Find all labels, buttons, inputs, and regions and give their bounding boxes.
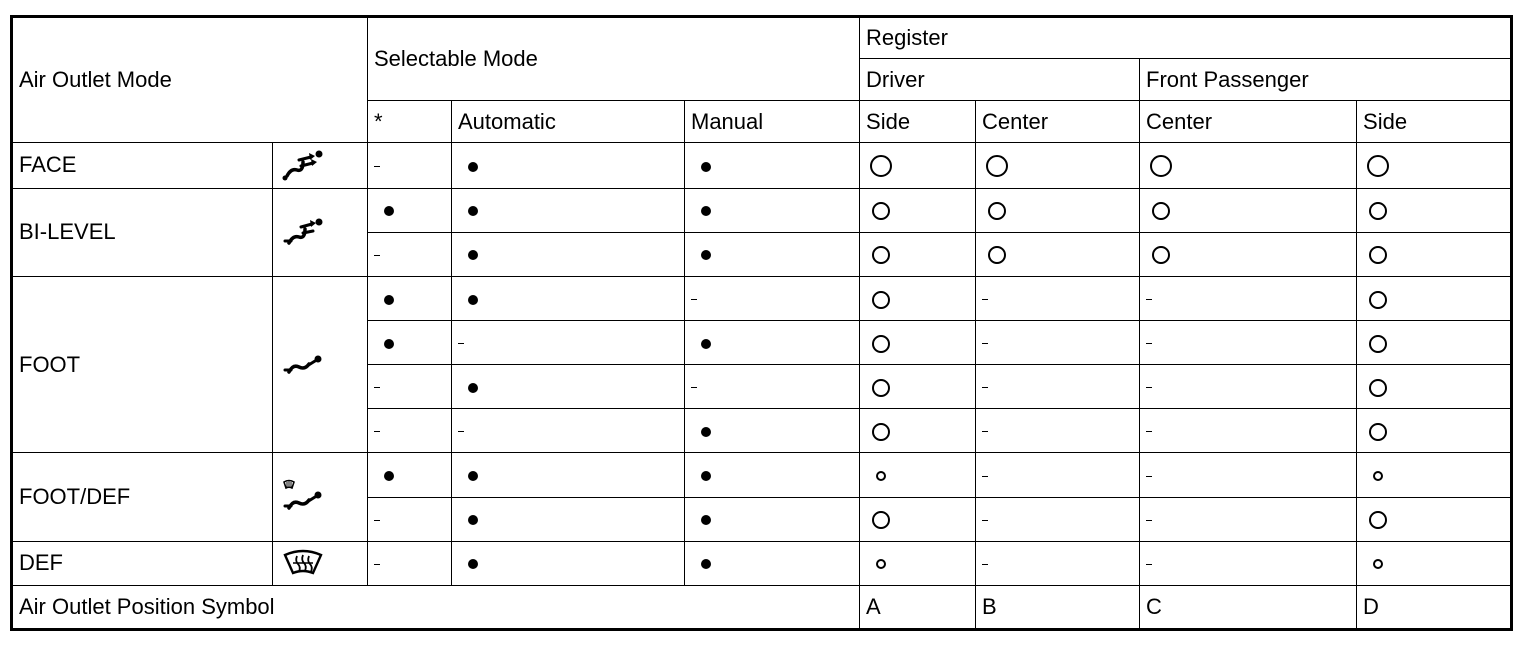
- cell-c: [1140, 541, 1357, 585]
- cell-b: [976, 232, 1140, 276]
- cell-b: [976, 276, 1140, 320]
- cell-b: [976, 541, 1140, 585]
- cell-b: [976, 365, 1140, 409]
- cell-c: [1140, 320, 1357, 364]
- selectable-dot-icon: [701, 559, 711, 569]
- not-available-dash: [1146, 343, 1152, 344]
- table-row: [12, 453, 1512, 497]
- table-row: [12, 188, 1512, 232]
- header-driver-side: Side: [860, 101, 976, 143]
- airflow-circle-icon: [1369, 291, 1387, 309]
- cell-manual: [685, 453, 860, 497]
- not-available-dash: [374, 166, 380, 167]
- position-symbol-label: Air Outlet Position Symbol: [12, 585, 860, 629]
- header-selectable-mode: Selectable Mode: [368, 17, 860, 101]
- cell-star: [368, 143, 452, 188]
- defrost-icon: [273, 541, 368, 585]
- table-row: [12, 276, 1512, 320]
- cell-star: [368, 409, 452, 453]
- cell-manual: [685, 320, 860, 364]
- cell-d: [1357, 541, 1512, 585]
- airflow-circle-icon: [1369, 202, 1387, 220]
- not-available-dash: [374, 431, 380, 432]
- selectable-dot-icon: [468, 206, 478, 216]
- not-available-dash: [982, 299, 988, 300]
- selectable-dot-icon: [701, 206, 711, 216]
- cell-b: [976, 409, 1140, 453]
- cell-manual: [685, 365, 860, 409]
- cell-d: [1357, 409, 1512, 453]
- header-driver: Driver: [860, 59, 1140, 101]
- cell-b: [976, 320, 1140, 364]
- selectable-dot-icon: [701, 339, 711, 349]
- selectable-dot-icon: [701, 471, 711, 481]
- cell-star: [368, 453, 452, 497]
- cell-star: [368, 365, 452, 409]
- large-airflow-circle-icon: [870, 155, 892, 177]
- foot-vent-icon: [273, 276, 368, 453]
- cell-automatic: [452, 232, 685, 276]
- airflow-circle-icon: [1369, 246, 1387, 264]
- cell-manual: [685, 143, 860, 188]
- airflow-circle-icon: [872, 335, 890, 353]
- header-star: *: [368, 101, 452, 143]
- header-front-passenger: Front Passenger: [1140, 59, 1512, 101]
- selectable-dot-icon: [384, 339, 394, 349]
- not-available-dash: [458, 343, 464, 344]
- not-available-dash: [374, 255, 380, 256]
- airflow-circle-icon: [872, 511, 890, 529]
- cell-automatic: [452, 188, 685, 232]
- header-driver-center: Center: [976, 101, 1140, 143]
- cell-automatic: [452, 409, 685, 453]
- cell-a: [860, 188, 976, 232]
- cell-d: [1357, 276, 1512, 320]
- cell-a: [860, 365, 976, 409]
- air-outlet-mode-table: [10, 15, 1513, 631]
- large-airflow-circle-icon: [1367, 155, 1389, 177]
- cell-star: [368, 497, 452, 541]
- not-available-dash: [1146, 520, 1152, 521]
- not-available-dash: [982, 564, 988, 565]
- header-register: Register: [860, 17, 1512, 59]
- small-airflow-circle-icon: [1373, 559, 1383, 569]
- position-symbol-row: [12, 585, 1512, 629]
- cell-manual: [685, 409, 860, 453]
- cell-c: [1140, 188, 1357, 232]
- cell-d: [1357, 232, 1512, 276]
- cell-b: [976, 188, 1140, 232]
- selectable-dot-icon: [384, 471, 394, 481]
- cell-a: [860, 541, 976, 585]
- header-air-outlet-mode: Air Outlet Mode: [12, 17, 368, 143]
- selectable-dot-icon: [468, 295, 478, 305]
- airflow-circle-icon: [872, 202, 890, 220]
- airflow-circle-icon: [872, 291, 890, 309]
- selectable-dot-icon: [384, 206, 394, 216]
- airflow-circle-icon: [988, 202, 1006, 220]
- cell-c: [1140, 365, 1357, 409]
- cell-manual: [685, 541, 860, 585]
- not-available-dash: [982, 476, 988, 477]
- mode-label-footdef: FOOT/DEF: [12, 453, 273, 541]
- airflow-circle-icon: [1369, 423, 1387, 441]
- position-symbol-b: B: [976, 585, 1140, 629]
- cell-star: [368, 188, 452, 232]
- cell-automatic: [452, 453, 685, 497]
- not-available-dash: [374, 564, 380, 565]
- not-available-dash: [982, 520, 988, 521]
- small-airflow-circle-icon: [876, 559, 886, 569]
- airflow-circle-icon: [1152, 202, 1170, 220]
- small-airflow-circle-icon: [876, 471, 886, 481]
- cell-a: [860, 409, 976, 453]
- cell-d: [1357, 453, 1512, 497]
- cell-a: [860, 497, 976, 541]
- not-available-dash: [1146, 299, 1152, 300]
- cell-automatic: [452, 143, 685, 188]
- cell-star: [368, 320, 452, 364]
- selectable-dot-icon: [468, 471, 478, 481]
- mode-label-bilevel: BI-LEVEL: [12, 188, 273, 276]
- face-vent-icon: [273, 143, 368, 188]
- cell-manual: [685, 232, 860, 276]
- airflow-circle-icon: [1369, 379, 1387, 397]
- selectable-dot-icon: [701, 250, 711, 260]
- not-available-dash: [458, 431, 464, 432]
- selectable-dot-icon: [468, 162, 478, 172]
- position-symbol-a: A: [860, 585, 976, 629]
- cell-c: [1140, 409, 1357, 453]
- cell-a: [860, 143, 976, 188]
- cell-d: [1357, 188, 1512, 232]
- airflow-circle-icon: [1369, 511, 1387, 529]
- cell-automatic: [452, 365, 685, 409]
- selectable-dot-icon: [701, 427, 711, 437]
- position-symbol-d: D: [1357, 585, 1512, 629]
- mode-label-foot: FOOT: [12, 276, 273, 453]
- selectable-dot-icon: [468, 250, 478, 260]
- cell-manual: [685, 276, 860, 320]
- cell-c: [1140, 232, 1357, 276]
- selectable-dot-icon: [468, 515, 478, 525]
- header-passenger-center: Center: [1140, 101, 1357, 143]
- cell-c: [1140, 143, 1357, 188]
- cell-d: [1357, 365, 1512, 409]
- not-available-dash: [691, 387, 697, 388]
- selectable-dot-icon: [384, 295, 394, 305]
- selectable-dot-icon: [701, 515, 711, 525]
- cell-a: [860, 232, 976, 276]
- cell-star: [368, 232, 452, 276]
- header-manual: Manual: [685, 101, 860, 143]
- cell-a: [860, 453, 976, 497]
- selectable-dot-icon: [468, 559, 478, 569]
- airflow-circle-icon: [1152, 246, 1170, 264]
- bilevel-vent-icon: [273, 188, 368, 276]
- mode-label-def: DEF: [12, 541, 273, 585]
- not-available-dash: [982, 387, 988, 388]
- cell-b: [976, 497, 1140, 541]
- cell-a: [860, 320, 976, 364]
- cell-b: [976, 143, 1140, 188]
- foot-defrost-vent-icon: [273, 453, 368, 541]
- not-available-dash: [1146, 476, 1152, 477]
- not-available-dash: [1146, 431, 1152, 432]
- not-available-dash: [982, 431, 988, 432]
- airflow-circle-icon: [872, 423, 890, 441]
- selectable-dot-icon: [701, 162, 711, 172]
- cell-c: [1140, 497, 1357, 541]
- airflow-circle-icon: [872, 246, 890, 264]
- selectable-dot-icon: [468, 383, 478, 393]
- cell-automatic: [452, 276, 685, 320]
- not-available-dash: [691, 299, 697, 300]
- cell-manual: [685, 188, 860, 232]
- cell-d: [1357, 143, 1512, 188]
- small-airflow-circle-icon: [1373, 471, 1383, 481]
- cell-automatic: [452, 541, 685, 585]
- not-available-dash: [982, 343, 988, 344]
- cell-c: [1140, 453, 1357, 497]
- not-available-dash: [374, 520, 380, 521]
- large-airflow-circle-icon: [986, 155, 1008, 177]
- airflow-circle-icon: [1369, 335, 1387, 353]
- not-available-dash: [1146, 387, 1152, 388]
- cell-b: [976, 453, 1140, 497]
- header-passenger-side: Side: [1357, 101, 1512, 143]
- cell-c: [1140, 276, 1357, 320]
- cell-automatic: [452, 497, 685, 541]
- cell-star: [368, 541, 452, 585]
- airflow-circle-icon: [988, 246, 1006, 264]
- airflow-circle-icon: [872, 379, 890, 397]
- table-row: [12, 143, 1512, 188]
- cell-d: [1357, 497, 1512, 541]
- cell-automatic: [452, 320, 685, 364]
- position-symbol-c: C: [1140, 585, 1357, 629]
- large-airflow-circle-icon: [1150, 155, 1172, 177]
- not-available-dash: [1146, 564, 1152, 565]
- header-automatic: Automatic: [452, 101, 685, 143]
- cell-star: [368, 276, 452, 320]
- cell-a: [860, 276, 976, 320]
- table-row: [12, 541, 1512, 585]
- mode-label-face: FACE: [12, 143, 273, 188]
- cell-manual: [685, 497, 860, 541]
- not-available-dash: [374, 387, 380, 388]
- cell-d: [1357, 320, 1512, 364]
